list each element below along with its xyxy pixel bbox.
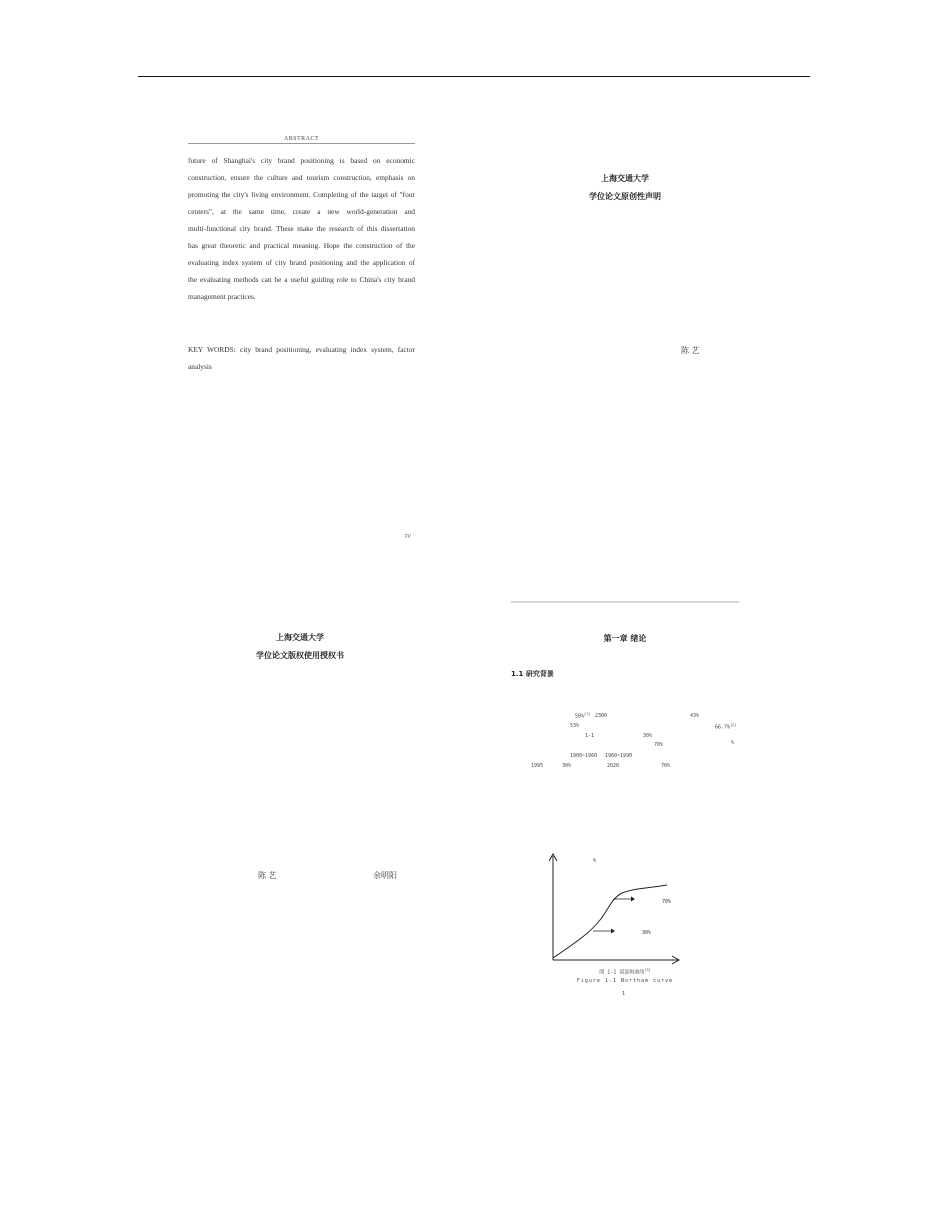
abstract-line: management practices. bbox=[188, 292, 256, 301]
abstract-line: construction, ensure the culture and tourism construction, emphasis on bbox=[188, 173, 415, 182]
text-fragment: 30% bbox=[643, 733, 653, 739]
text-fragment: 1960~1990 bbox=[605, 753, 633, 759]
authorization-author: 陈 艺 bbox=[258, 871, 277, 880]
authorization-university: 上海交通大学 bbox=[276, 633, 324, 642]
keywords-line: analysis bbox=[188, 362, 212, 371]
page-number: IV bbox=[405, 534, 412, 540]
text-fragment: 2020 bbox=[607, 763, 620, 769]
text-fragment: % bbox=[731, 740, 735, 746]
arrow-upper-head bbox=[631, 897, 635, 902]
y-unit-label: % bbox=[593, 858, 597, 864]
keywords bbox=[188, 341, 415, 375]
northam-curve-figure bbox=[540, 848, 690, 968]
page-number: 1 bbox=[622, 991, 626, 997]
text-fragment: 70% bbox=[661, 763, 671, 769]
abstract-header-rule bbox=[188, 143, 415, 144]
text-fragment: 70% bbox=[654, 742, 664, 748]
fragment-value: 66.7% bbox=[715, 724, 731, 731]
text-fragment: 30% bbox=[562, 763, 572, 769]
declaration-university: 上海交通大学 bbox=[601, 174, 649, 183]
abstract-line: multi-functional city brand. These make the research of this dissertation bbox=[188, 224, 415, 233]
text-fragment: 43% bbox=[690, 713, 700, 719]
authorization-supervisor: 余明阳 bbox=[373, 871, 397, 880]
section-title: 1.1 研究背景 bbox=[511, 670, 554, 678]
text-fragment: 53% bbox=[570, 723, 580, 729]
abstract-line: promoting the city's living environment. Completing of the target of "four bbox=[188, 190, 415, 199]
citation: [1] bbox=[584, 712, 591, 716]
label-lower: 30% bbox=[642, 930, 652, 936]
text-fragment: 1995 bbox=[531, 763, 544, 769]
figure-caption-cn bbox=[560, 968, 690, 976]
fragment-value: 50% bbox=[575, 713, 585, 720]
text-fragment: 2300 bbox=[595, 713, 608, 719]
text-fragment: 1900~1960 bbox=[570, 753, 598, 759]
abstract-line: the evaluating methods can be a useful guiding role to China's city brand bbox=[188, 275, 415, 284]
chapter-title: 第一章 绪论 bbox=[603, 634, 647, 643]
abstract-line: future of Shanghai's city brand positioning is based on economic bbox=[188, 156, 415, 165]
text-fragment: 1-1 bbox=[585, 733, 595, 739]
text-fragment bbox=[715, 723, 736, 731]
page-divider bbox=[511, 601, 739, 603]
arrow-lower-head bbox=[611, 929, 615, 934]
abstract-line: evaluating index system of city brand positioning and the application of bbox=[188, 258, 415, 267]
authorization-title: 学位论文版权使用授权书 bbox=[256, 651, 344, 660]
abstract-body bbox=[188, 152, 415, 305]
top-rule bbox=[138, 76, 810, 77]
abstract-header: ABSTRACT bbox=[283, 136, 320, 142]
text-fragment bbox=[575, 712, 590, 720]
declaration-author: 陈 艺 bbox=[681, 346, 700, 355]
s-curve bbox=[553, 885, 667, 958]
citation: [2] bbox=[730, 723, 737, 727]
abstract-line: centers", at the same time, create a new world-generation and bbox=[188, 207, 415, 216]
keywords-line: KEY WORDS: city brand positioning, evaluating index system, factor bbox=[188, 345, 415, 354]
label-upper: 70% bbox=[662, 899, 672, 905]
citation: [3] bbox=[644, 968, 651, 972]
abstract-line: has great theoretic and practical meaning. Hope the construction of the bbox=[188, 241, 415, 250]
declaration-title: 学位论文原创性声明 bbox=[589, 192, 661, 201]
caption-text: 图 1-1 诺瑟姆曲线 bbox=[599, 969, 645, 976]
figure-caption-en: Figure 1-1 Northam curve bbox=[576, 978, 674, 984]
